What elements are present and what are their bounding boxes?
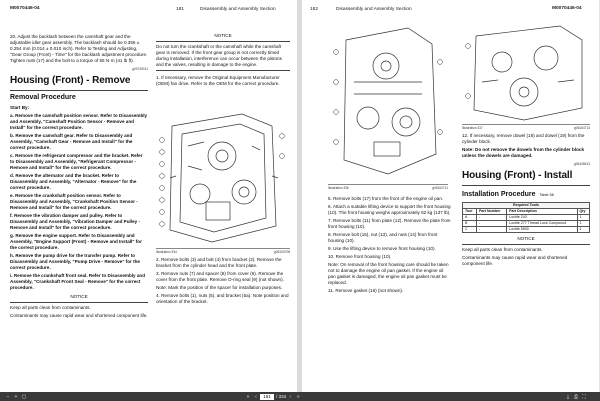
illustration-caption xyxy=(462,124,590,130)
step-4: 4. Remove bolts (1), nuts (5), and bracket (5a). Note position and orientation of the bracket. xyxy=(156,293,289,304)
illustration-id: g06104711 xyxy=(432,186,448,190)
page-number: 181 xyxy=(176,7,185,12)
doc-id: M0070446-04 xyxy=(10,6,40,11)
notice-text: Contaminants may cause rapid wear and shortened component life. xyxy=(462,255,568,266)
table-caption: Required Tools xyxy=(463,203,590,209)
cylinder-block-drawing xyxy=(462,22,590,122)
table-cell: 1 xyxy=(577,215,590,221)
step-12: 12. If necessary, remove dowel (18) and dowel (19) from the cylinder block. xyxy=(462,133,585,144)
subheading: Installation Procedure xyxy=(462,191,536,198)
list-item: h. Remove the pump drive for the transfer pump. Refer to Disassembly and Assembly, "Pump Drive - Remove" for the correct procedure. xyxy=(10,253,140,270)
notice-label: NOTICE xyxy=(214,33,232,38)
divider xyxy=(462,185,590,186)
list-item: c. Remove the refrigerant compressor and the bracket. Refer to Disassembly and Assembly, "Refrigerant Compressor - Remove and Install" for the correct procedure. xyxy=(10,153,143,170)
table-cell: Loctite 243 xyxy=(507,215,577,221)
step-12-note: Note: Do not remove the dowels from the cylinder block unless the dowels are damaged. xyxy=(462,147,585,158)
step-20: 20. Adjust the backlash between the camshaft gear and the adjustable idler gear assembly. The backlash should be 0.356 ± 0.254 mm (0.014 ± 0.010 inch). Refer to Testing and Adjusting, "Gear Group (Front) - Time" for the backlash adjustment procedure. Tighten nuts (17) and the bolt to a torque of 55 N·m (41 lb ft). xyxy=(10,34,148,63)
table-cell: 1 xyxy=(577,221,590,227)
last-page-button[interactable]: » xyxy=(296,393,300,400)
table-cell: 1 xyxy=(577,227,590,233)
right-column xyxy=(156,30,290,89)
toolbar-right xyxy=(564,393,588,400)
divider xyxy=(156,41,290,42)
step-1: 1. If necessary, remove the Original Equipment Manufacturer (OEM) fan drive. Refer to the OEM for the correct procedure. xyxy=(156,75,280,86)
engine-front-illustration xyxy=(152,106,292,246)
illustration-label: Illustration 336 xyxy=(328,186,349,190)
illustration-label: Illustration 334 xyxy=(156,250,177,254)
illustration-label: Illustration 337 xyxy=(462,126,483,130)
divider xyxy=(156,70,290,71)
first-page-button[interactable]: « xyxy=(246,393,250,400)
page-navigation xyxy=(244,393,302,400)
left-column xyxy=(328,196,452,296)
notice-text: Keep all parts clean from contaminants. xyxy=(462,247,543,252)
cylinder-block-illustration xyxy=(462,22,590,122)
step-8: 8. Remove bolt (15), nut (13), and nuts (14) from front housing (10). xyxy=(328,232,438,243)
list-item: f. Remove the vibration damper and pulley. Refer to Disassembly and Assembly, "Vibration Damper and Pulley - Remove and Install" for the correct procedure. xyxy=(10,213,140,230)
zoom-out-button[interactable]: − xyxy=(6,393,10,400)
subheading: Removal Procedure xyxy=(10,94,76,101)
step-3: 3. Remove nuts (7) and spacer (8) from cover (6). Remove the cover from the front plate. Remove O-ring seal (9) (not shown). xyxy=(156,271,284,282)
pdf-toolbar xyxy=(0,392,600,401)
illustration-id: g06104713 xyxy=(574,126,590,130)
illustration-id: g00749011 xyxy=(132,67,148,71)
step-7: 7. Remove bolts (11) from plate (12). Remove the plate from front housing (10). xyxy=(328,218,451,229)
divider xyxy=(462,244,590,245)
table-cell: Loctite 5900 xyxy=(507,227,577,233)
toolbar-left xyxy=(4,393,28,400)
page-181 xyxy=(0,0,297,392)
notice-text: Contaminants may cause rapid wear and shortened component life. xyxy=(10,313,148,318)
table-header: Part Number xyxy=(476,209,506,215)
right-column xyxy=(462,124,590,269)
table-reference: Table 56 xyxy=(539,193,554,197)
page-number: 182 xyxy=(310,7,319,12)
page-total: / 334 xyxy=(276,394,287,399)
step-3-note: Note: Mark the position of the spacer for installation purposes. xyxy=(156,285,283,290)
table-header: Tool xyxy=(463,209,477,215)
list-item: i. Remove the crankshaft front seal. Refer to Disassembly and Assembly, "Crankshaft Front Seal - Remove" for the correct procedure. xyxy=(10,273,146,290)
illustration-caption xyxy=(156,248,290,254)
left-column xyxy=(10,34,148,321)
step-11: 11. Remove gasket (16) (not shown). xyxy=(328,288,404,293)
page-number-input[interactable] xyxy=(260,394,274,400)
start-by-list xyxy=(10,113,148,291)
divider xyxy=(10,302,148,303)
list-item: a. Remove the camshaft position sensor. Refer to Disassembly and Assembly, "Camshaft Position Sensor - Remove and Install" for the correct procedure. xyxy=(10,113,148,130)
prev-page-button[interactable]: ‹ xyxy=(255,393,257,400)
notice-label: NOTICE xyxy=(70,294,88,299)
left-column-caption xyxy=(328,184,448,190)
print-icon[interactable]: ⎙ xyxy=(573,393,578,400)
front-housing-drawing xyxy=(328,22,448,182)
engine-drawing xyxy=(152,106,292,246)
zoom-in-button[interactable]: + xyxy=(14,393,18,400)
table-cell: C xyxy=(463,227,477,233)
start-by: Start By: xyxy=(10,105,30,110)
section-heading: Housing (Front) - Install xyxy=(462,170,573,181)
step-5: 5. Remove bolts (17) from the front of the engine oil pan. xyxy=(328,196,444,201)
illustration-caption xyxy=(328,184,448,190)
table-header: Part Description xyxy=(507,209,577,215)
notice-label: NOTICE xyxy=(517,236,535,241)
step-9: 9. Use the lifting device to remove front housing (10). xyxy=(328,246,436,251)
table-cell: A xyxy=(463,215,477,221)
list-item: d. Remove the alternator and the bracket. Refer to Disassembly and Assembly, "Alternator - Remove" for the correct procedure. xyxy=(10,173,137,190)
list-item: b. Remove the camshaft gear. Refer to Disassembly and Assembly, "Camshaft Gear - Remove and Install" for the correct procedure. xyxy=(10,133,133,150)
illustration-caption xyxy=(10,66,148,71)
illustration-id: g06106613 xyxy=(574,162,590,166)
list-item: g. Remove the engine support. Refer to Disassembly and Assembly, "Engine Support (Front) - Remove and Install" for the correct procedure. xyxy=(10,233,142,250)
step-10-note: Note: On removal of the front housing care should be taken not to damage the engine oil pan gasket. If the engine oil pan gasket is damaged, the engine oil pan gasket must be replaced. xyxy=(328,262,449,285)
next-page-button[interactable]: › xyxy=(289,393,292,400)
right-column-lower xyxy=(156,248,290,307)
table-cell: B xyxy=(463,221,477,227)
page-182 xyxy=(302,0,599,392)
list-item: e. Remove the crankshaft position sensor. Refer to Disassembly and Assembly, "Crankshaft Position Sensor - Remove and Install" for the correct procedure. xyxy=(10,193,138,210)
table-cell: - xyxy=(476,227,506,233)
table-row xyxy=(463,227,590,233)
notice-text: Keep all parts clean from contaminants. xyxy=(10,305,91,310)
step-10: 10. Remove front housing (10). xyxy=(328,254,392,259)
section-title: Disassembly and Assembly Section xyxy=(200,7,276,12)
subheading-row xyxy=(462,188,590,202)
illustration-caption xyxy=(462,161,590,166)
table-cell: Loctite 277 Thread Lock Compound xyxy=(507,221,577,227)
fullscreen-icon[interactable]: ⛶ xyxy=(582,393,586,400)
step-2: 2. Remove bolts (3) and bolt (4) from bracket (2). Remove the bracket from the cylinder head and the front plate. xyxy=(156,257,282,268)
table-cell: - xyxy=(476,221,506,227)
front-housing-illustration xyxy=(328,22,448,182)
fit-page-icon[interactable]: ▢ xyxy=(21,393,27,400)
illustration-id: g06100708 xyxy=(274,250,290,254)
table-cell: - xyxy=(476,215,506,221)
step-6: 6. Attach a suitable lifting device to support the front housing (10). The front housing weighs approximately 62 kg (137 lb). xyxy=(328,204,451,215)
download-icon[interactable]: ⤓ xyxy=(566,393,570,400)
divider xyxy=(10,90,148,91)
table-header: Qty xyxy=(577,209,590,215)
required-tools-table xyxy=(462,202,590,233)
notice-text: Do not turn the crankshaft or the camshaft while the camshaft gear is removed. If the front gear group is not correctly timed during installation, interference can occur between the pistons and the valves, resulting in damage to the engine. xyxy=(156,44,282,67)
doc-id: M0070446-04 xyxy=(552,6,582,11)
section-heading: Housing (Front) - Remove xyxy=(10,75,131,86)
section-title: Disassembly and Assembly Section xyxy=(336,7,412,12)
